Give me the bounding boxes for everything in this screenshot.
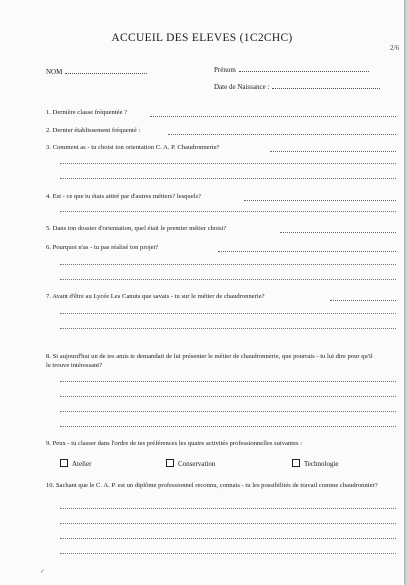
birth-date-field[interactable] <box>214 81 380 91</box>
birth-date-dotted-line <box>272 81 380 89</box>
answer-line[interactable] <box>60 328 396 329</box>
answer-line[interactable] <box>150 116 396 117</box>
answer-line[interactable] <box>60 553 396 554</box>
answer-line[interactable] <box>60 381 396 382</box>
page-number: 2/6 <box>390 44 399 52</box>
activity-label: Conservation <box>178 460 216 468</box>
answer-line[interactable] <box>60 523 396 524</box>
answer-line[interactable] <box>60 396 396 397</box>
question-8: 8. Si aujourd'hui un de tes amis te demandait de lui présenter le métier de chaudronnerie, que pourrais - tu lui dire pour qu'il le trouve intéressant? <box>46 353 373 369</box>
answer-line[interactable] <box>60 178 396 179</box>
question-4: 4. Est - ce que tu étais attiré par d'autres métiers? lesquels? <box>46 193 201 200</box>
nom-dotted-line <box>65 66 147 74</box>
nom-label: NOM <box>46 68 63 76</box>
question-10: 10. Sachant que le C. A. P. est un diplôme professionnel reconnu, connais - tu les possibilités de travail comme chaudronnier? <box>46 482 378 489</box>
question-2: 2. Dernier établissement fréquenté : <box>46 127 141 134</box>
answer-line[interactable] <box>60 211 396 212</box>
answer-line[interactable] <box>60 411 396 412</box>
activity-option[interactable] <box>60 459 91 468</box>
prenom-field[interactable] <box>214 64 369 74</box>
answer-line[interactable] <box>60 313 396 314</box>
question-6: 6. Pourquoi n'as - tu pas réalisé ton projet? <box>46 244 159 251</box>
question-1: 1. Dernière classe fréquentée ? <box>46 109 128 116</box>
checkbox-icon[interactable] <box>292 459 300 467</box>
answer-line[interactable] <box>270 151 396 152</box>
birth-date-label: Date de Naissance : <box>214 83 270 91</box>
answer-line[interactable] <box>244 200 396 201</box>
nom-field[interactable] <box>46 66 147 76</box>
checkbox-icon[interactable] <box>166 459 174 467</box>
prenom-label: Prénom <box>214 66 236 74</box>
answer-line[interactable] <box>60 538 396 539</box>
answer-line[interactable] <box>60 426 396 427</box>
answer-line[interactable] <box>60 279 396 280</box>
activity-option[interactable] <box>292 459 339 468</box>
answer-line[interactable] <box>330 300 396 301</box>
answer-line[interactable] <box>280 232 396 233</box>
answer-line[interactable] <box>60 264 396 265</box>
checkbox-icon[interactable] <box>60 459 68 467</box>
question-5: 5. Dans ton dossier d'orientation, quel était le premier métier choisi? <box>46 225 227 232</box>
page-title: ACCUEIL DES ELEVES (1C2CHC) <box>111 32 293 44</box>
answer-line[interactable] <box>60 163 396 164</box>
answer-line[interactable] <box>218 251 396 252</box>
scan-mark: ✓ <box>40 569 46 575</box>
question-9: 9. Peux - tu classer dans l'ordre de tes préférences les quatre activités professionnelles suivantes : <box>46 440 303 447</box>
question-7: 7. Avant d'être au Lycée Les Canuts que savais - tu sur le métier de chaudronnerie? <box>46 293 265 300</box>
prenom-dotted-line <box>239 64 369 72</box>
question-3: 3. Comment as - tu choisi ton orientation C. A. P. Chaudronnerie? <box>46 144 220 151</box>
answer-line[interactable] <box>168 134 396 135</box>
activity-label: Atelier <box>72 460 92 468</box>
activity-option[interactable] <box>166 459 215 468</box>
activity-label: Technologie <box>304 460 339 468</box>
answer-line[interactable] <box>60 508 396 509</box>
